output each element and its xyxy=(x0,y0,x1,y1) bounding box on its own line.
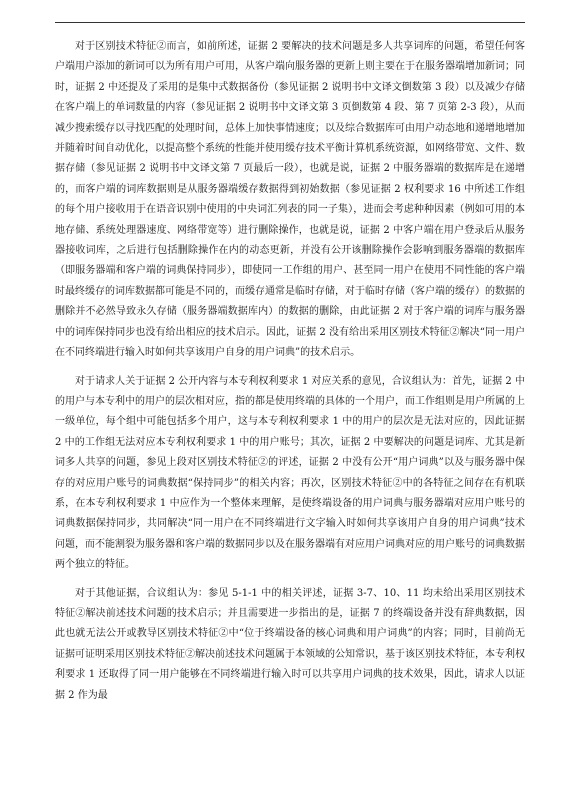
document-body xyxy=(55,37,525,706)
header-rule xyxy=(55,22,525,23)
paragraph-claim-1-correspondence: 对于请求人关于证据 2 公开内容与本专利权利要求 1 对应关系的意见，合议组认为：首先，证据 2 中的用户与本专利中的用户的层次相对应，指的都是使用终端的具体的一个用户，而工作组则是用户所属的上一级单位，每个组中可能包括多个用户，这与本专利权利要求 1 中的用户的层次是无法对应的，因此证据 2 中的工作组无法对应本专利权利要求 1 中的用户账号；其次，证据 2 中要解决的问题是词库、尤其是新词多人共享的问题，参见上段对区别技术特征②的评述，证据 2 中没有公开“用户词典”以及与服务器中保存的对应用户账号的词典数据“保持同步”的相关内容；再次，区别技术特征②中的各特征之间存在有机联系，在本专利权利要求 1 中应作为一个整体来理解，是使终端设备的用户词典与服务器端对应用户账号的词典数据保持同步，共同解决“同一用户在不同终端进行文字输入时如何共享该用户自身的用户词典”技术问题，而不能割裂为服务器和客户端的数据同步以及在服务器端有对应用户词典对应的用户账号的词典数据两个独立的特征。 xyxy=(55,375,525,571)
paragraph-other-evidence: 对于其他证据，合议组认为：参见 5-1-1 中的相关评述，证据 3-7、10、11 均未给出采用区别技术特征②解决前述技术问题的技术启示；并且需要进一步指出的是，证据 7 的终端设备并没有辞典数据，因此也就无法公开或教导区别技术特征②中“位于终端设备的核心词典和用户词典”的内容；同时，目前尚无证据可证明采用区别技术特征②解决前述技术问题属于本领域的公知常识，基于该区别技术特征，本专利权利要求 1 还取得了同一用户能够在不同终端进行输入时可以共享用户词典的技术效果，因此，请求人以证据 2 作为最 xyxy=(55,587,525,701)
paragraph-feature-2-analysis: 对于区别技术特征②而言，如前所述，证据 2 要解决的技术问题是多人共享词库的问题，希望任何客户端用户添加的新词可以为所有用户可用，从客户端向服务器的更新上则主要在于在服务器端增加新词；同时，证据 2 中还提及了采用的是集中式数据备份（参见证据 2 说明书中文译文倒数第 3 段）以及减少存储在客户端上的单词数量的内容（参见证据 2 说明书中文译文第 3 页倒数第 4 段、第 7 页第 2-3 段），从而减少搜索缓存以寻找匹配的处理时间，总体上加快事情速度；以及综合数据库可由用户动态地和递增地增加并随着时间自动优化，以提高整个系统的性能并使用缓存技术平衡计算机系统资源，如网络带宽、文件、数据存储（参见证据 2 说明书中文译文第 7 页最后一段），也就是说，证据 2 中服务器端的数据库是在递增的，而客户端的词库数据则是从服务器端缓存数据得到初始数据（参见证据 2 权利要求 16 中所述工作组的每个用户接收用于在语音识别中使用的中央词汇列表的同一子集），进而会考虑种种因素（例如可用的本地存储、系统处理器速度、网络带宽等）进行删除操作，也就是说，证据 2 中客户端在用户登录后从服务器接收词库，之后进行包括删除操作在内的动态更新，并没有公开该删除操作会影响到服务器端的数据库（即服务器端和客户端的词典保持同步），即使同一工作组的用户、甚至同一用户在使用不同性能的客户端时最终缓存的词库数据都可能是不同的，而缓存通常是临时存储，对于临时存储（客户端的缓存）的数据的删除并不必然导致永久存储（服务器端数据库内）的数据的删除，由此证据 2 对于客户端的词库与服务器中的词库保持同步也没有给出相应的技术启示。因此，证据 2 没有给出采用区别技术特征②解决“同一用户在不同终端进行输入时如何共享该用户自身的用户词典”的技术启示。 xyxy=(55,41,525,359)
